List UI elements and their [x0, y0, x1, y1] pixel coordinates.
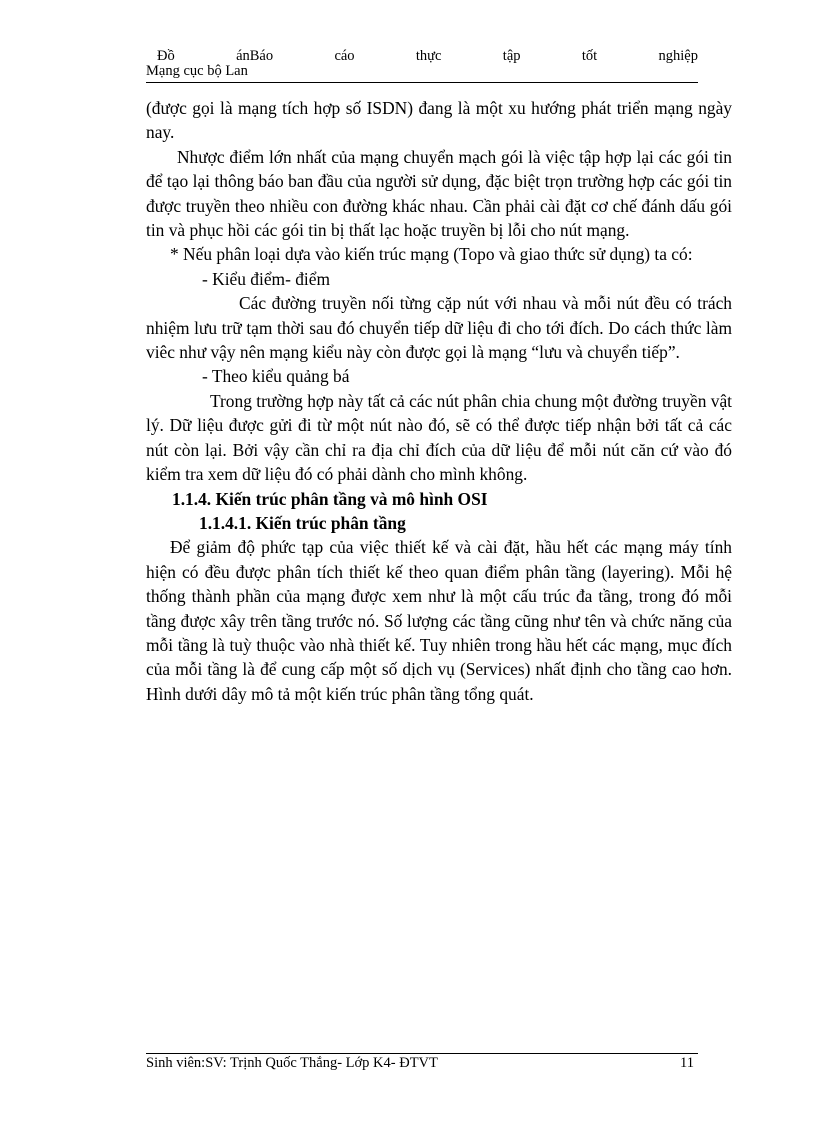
header-word: tốt — [581, 48, 598, 64]
header-word: thực — [415, 48, 442, 64]
footer — [146, 1055, 698, 1072]
footer-student: Sinh viên:SV: Trịnh Quốc Thắng- Lớp K4- ĐTVT — [146, 1055, 438, 1071]
header-word: nghiệp — [658, 48, 698, 64]
list-item: - Theo kiểu quảng bá — [202, 366, 350, 387]
header-word: Đồ — [157, 48, 175, 64]
paragraph: (được gọi là mạng tích hợp số ISDN) đang là một xu hướng phát triển mạng ngày nay. — [146, 98, 732, 143]
paragraph: Để giảm độ phức tạp của việc thiết kế và cài đặt, hầu hết các mạng máy tính hiện có đều được phân tích thiết kế theo quan điểm phân tầng (layering). Mỗi hệ thống thành phần của mạng được xem như là một cấu trúc đa tầng, trong đó mỗi tầng được xây trên tầng trước nó. Số lượng các tầng cũng như tên và chức năng của mỗi tầng là tuỳ thuộc vào nhà thiết kế. Tuy nhiên trong hầu hết các mạng, mục đích của mỗi tầng là để cung cấp một số dịch vụ (Services) nhất định cho tầng cao hơn. Hình dưới dây mô tả một kiến trúc phân tầng tổng quát. — [146, 537, 732, 704]
header-word: tập — [502, 48, 521, 64]
paragraph: Các đường truyền nối từng cặp nút với nhau và mỗi nút đều có trách nhiệm lưu trữ tạm thời sau đó chuyển tiếp dữ liệu đi cho tới đích. Do cách thức làm viêc như vậy nên mạng kiểu này còn được gọi là mạng “lưu và chuyển tiếp”. — [146, 293, 732, 363]
paragraph: Trong trường hợp này tất cả các nút phân chia chung một đường truyền vật lý. Dữ liệu được gửi đi từ một nút nào đó, sẽ có thể được tiếp nhận bởi tất cả các nút còn lại. Bởi vậy cần chỉ ra địa chỉ đích của dữ liệu để mỗi nút căn cứ vào đó kiểm tra xem dữ liệu đó có phải dành cho mình không. — [146, 390, 732, 485]
header-divider — [146, 82, 698, 83]
list-item: - Kiểu điểm- điểm — [202, 268, 330, 289]
header-word: cáo — [334, 48, 355, 64]
header-word: ánBáo — [236, 48, 274, 64]
paragraph: * Nếu phân loại dựa vào kiến trúc mạng (Topo và giao thức sử dụng) ta có: — [170, 244, 693, 265]
footer-divider — [146, 1053, 698, 1054]
page-number: 11 — [680, 1055, 694, 1071]
paragraph: Nhược điểm lớn nhất của mạng chuyển mạch gói là việc tập hợp lại các gói tin để tạo lại thông báo ban đầu của người sử dụng, đặc biệt trọn trường hợp các gói tin được truyền theo nhiều con đường khác nhau. Cần phải cài đặt cơ chế đánh dấu gói tin và phục hồi các gói tin bị thất lạc hoặc truyền bị lỗi cho nút mạng. — [146, 146, 732, 241]
header-subtitle: Mạng cục bộ Lan — [146, 63, 248, 79]
section-heading: 1.1.4. Kiến trúc phân tầng và mô hình OSI — [172, 488, 488, 509]
document-body — [146, 96, 732, 706]
subsection-heading: 1.1.4.1. Kiến trúc phân tầng — [199, 512, 406, 533]
